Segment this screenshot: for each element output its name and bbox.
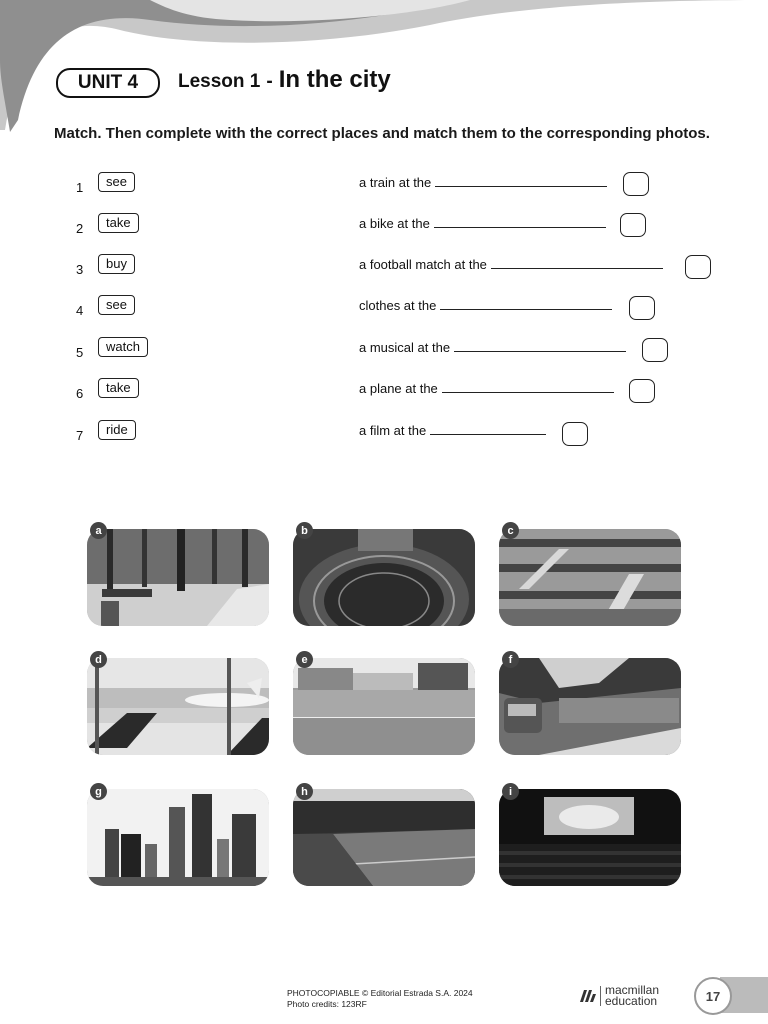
answer-blank[interactable] xyxy=(430,422,546,435)
exercise-row xyxy=(0,254,768,284)
photo-letter-box[interactable] xyxy=(685,255,711,279)
photo-sports-field xyxy=(293,658,475,755)
photo-letter: b xyxy=(296,522,313,539)
phrase-text: clothes at the xyxy=(359,298,437,313)
photo-letter-box[interactable] xyxy=(629,379,655,403)
photo-letter-box[interactable] xyxy=(620,213,646,237)
lesson-name: In the city xyxy=(278,66,391,93)
item-number: 6 xyxy=(76,386,84,401)
answer-blank[interactable] xyxy=(442,380,614,393)
phrase-text: a football match at the xyxy=(359,257,487,272)
verb-box: see xyxy=(98,295,135,315)
answer-blank[interactable] xyxy=(491,256,663,269)
phrase xyxy=(359,339,626,355)
exercise-row xyxy=(0,172,768,202)
photo-letter: i xyxy=(502,783,519,800)
photo-letter-box[interactable] xyxy=(642,338,668,362)
exercise-row xyxy=(0,420,768,450)
exercise-row xyxy=(0,378,768,408)
copyright-text: PHOTOCOPIABLE © Editorial Estrada S.A. 2024 xyxy=(287,988,473,998)
phrase-text: a film at the xyxy=(359,423,427,438)
verb-box: ride xyxy=(98,420,136,440)
item-number: 5 xyxy=(76,345,84,360)
phrase xyxy=(359,380,614,396)
brand-divider xyxy=(600,986,601,1006)
photo-letter: f xyxy=(502,651,519,668)
photo-letter-box[interactable] xyxy=(562,422,588,446)
phrase-text: a train at the xyxy=(359,175,432,190)
page-number: 17 xyxy=(694,977,732,1015)
phrase xyxy=(359,297,612,313)
unit-badge: UNIT 4 xyxy=(56,68,160,98)
brand-text xyxy=(605,985,659,1007)
exercise-row xyxy=(0,295,768,325)
item-number: 4 xyxy=(76,303,84,318)
verb-box: take xyxy=(98,213,139,233)
photo-shopping-centre xyxy=(499,529,681,626)
photo-cinema xyxy=(499,789,681,886)
photo-letter: h xyxy=(296,783,313,800)
phrase-text: a musical at the xyxy=(359,340,451,355)
photo-train-station xyxy=(499,658,681,755)
answer-blank[interactable] xyxy=(435,174,607,187)
photo-airport xyxy=(87,658,269,755)
item-number: 2 xyxy=(76,221,84,236)
lesson-dash: - xyxy=(266,71,273,92)
verb-box: take xyxy=(98,378,139,398)
item-number: 1 xyxy=(76,180,84,195)
instruction-text: Match. Then complete with the correct places and match them to the corresponding photos. xyxy=(54,125,710,142)
photo-stadium xyxy=(293,789,475,886)
phrase xyxy=(359,256,663,272)
footer-credits xyxy=(287,988,473,1010)
lesson-title xyxy=(178,66,391,94)
item-number: 3 xyxy=(76,262,84,277)
item-number: 7 xyxy=(76,428,84,443)
photo-letter-box[interactable] xyxy=(623,172,649,196)
brand-line-2: education xyxy=(605,994,658,1008)
verb-box: watch xyxy=(98,337,148,357)
photo-theatre xyxy=(293,529,475,626)
phrase-text: a bike at the xyxy=(359,216,430,231)
photo-park xyxy=(87,529,269,626)
photo-city-skyline xyxy=(87,789,269,886)
photo-letter: c xyxy=(502,522,519,539)
publisher-brand xyxy=(580,985,659,1007)
brand-line-1: macmillan xyxy=(605,983,660,997)
photo-letter: a xyxy=(90,522,107,539)
photo-letter: e xyxy=(296,651,313,668)
verb-box: see xyxy=(98,172,135,192)
lesson-label: Lesson 1 xyxy=(178,71,261,92)
answer-blank[interactable] xyxy=(440,297,612,310)
photo-letter: g xyxy=(90,783,107,800)
phrase-text: a plane at the xyxy=(359,381,438,396)
verb-box: buy xyxy=(98,254,135,274)
photo-letter: d xyxy=(90,651,107,668)
phrase xyxy=(359,422,546,438)
photo-letter-box[interactable] xyxy=(629,296,655,320)
photo-credits-text: Photo credits: 123RF xyxy=(287,999,367,1009)
phrase xyxy=(359,174,607,190)
answer-blank[interactable] xyxy=(454,339,626,352)
exercise-row xyxy=(0,213,768,243)
macmillan-logo-icon xyxy=(580,990,596,1002)
phrase xyxy=(359,215,606,231)
exercise-row xyxy=(0,337,768,367)
answer-blank[interactable] xyxy=(434,215,606,228)
